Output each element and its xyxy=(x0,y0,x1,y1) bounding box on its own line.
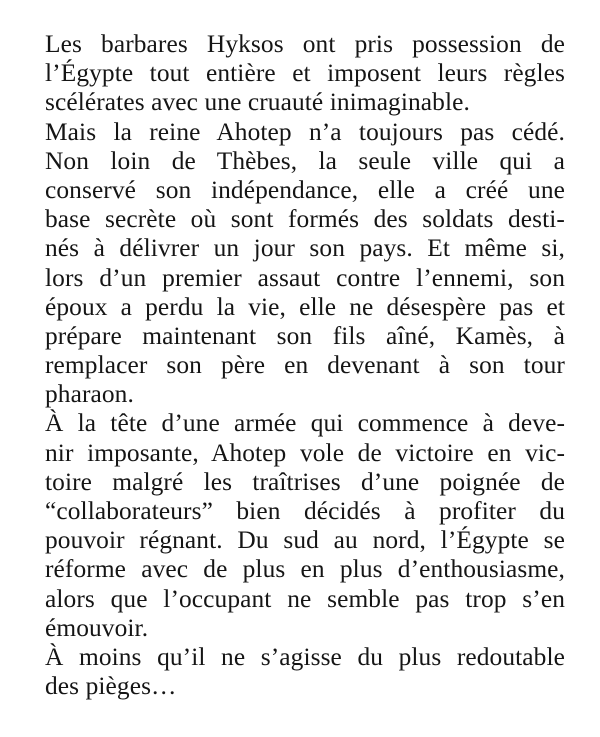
text-line: pharaon. xyxy=(45,380,134,409)
body-text xyxy=(45,30,565,701)
text-line: base secrète où sont formés des soldats desti- xyxy=(45,205,565,234)
paragraph xyxy=(45,30,565,118)
text-line: l’Égypte tout entière et imposent leurs règles xyxy=(45,59,565,88)
text-line: À la tête d’une armée qui commence à deve- xyxy=(45,409,565,438)
text-line: À moins qu’il ne s’agisse du plus redoutable xyxy=(45,642,565,671)
text-line: pouvoir régnant. Du sud au nord, l’Égypte se xyxy=(45,526,565,555)
text-line: époux a perdu la vie, elle ne désespère pas et xyxy=(45,292,565,321)
text-line: lors d’un premier assaut contre l’ennemi, son xyxy=(45,263,565,292)
text-line: prépare maintenant son fils aîné, Kamès, à xyxy=(45,321,565,350)
text-line: Non loin de Thèbes, la seule ville qui a xyxy=(45,146,565,175)
text-line: scélérates avec une cruauté inimaginable. xyxy=(45,88,470,117)
text-line: conservé son indépendance, elle a créé une xyxy=(45,175,565,204)
text-line: Mais la reine Ahotep n’a toujours pas cédé. xyxy=(45,117,565,146)
text-line: réforme avec de plus en plus d’enthousiasme, xyxy=(45,555,565,584)
paragraph xyxy=(45,409,565,643)
text-line: nés à délivrer un jour son pays. Et même si, xyxy=(45,234,565,263)
text-line: “collaborateurs” bien décidés à profiter du xyxy=(45,497,565,525)
text-line: Les barbares Hyksos ont pris possession de xyxy=(45,30,565,58)
text-line: alors que l’occupant ne semble pas trop s’en xyxy=(45,584,565,613)
text-line: remplacer son père en devenant à son tour xyxy=(45,351,565,380)
text-line: toire malgré les traîtrises d’une poignée de xyxy=(45,467,565,496)
paragraph xyxy=(45,643,565,701)
text-line: des pièges… xyxy=(45,672,177,701)
text-line: émouvoir. xyxy=(45,613,149,642)
paragraph xyxy=(45,118,565,410)
text-line: nir imposante, Ahotep vole de victoire en vic- xyxy=(45,438,565,467)
